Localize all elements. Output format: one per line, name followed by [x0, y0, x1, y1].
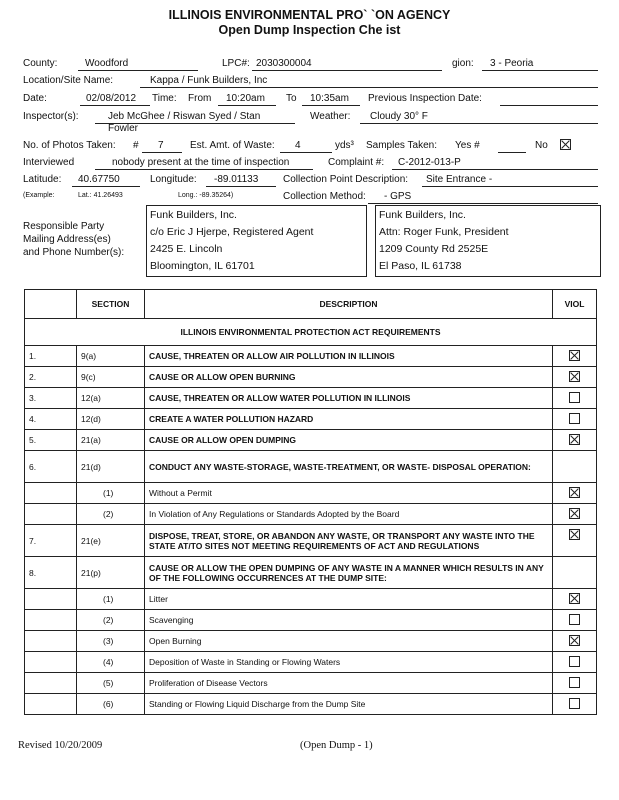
row-section: (4)	[77, 652, 145, 673]
responsible-label-3: and Phone Number(s):	[23, 247, 125, 258]
party1-line: Bloomington, IL 61701	[150, 260, 255, 272]
row-description: Standing or Flowing Liquid Discharge from the Dump Site	[145, 694, 553, 715]
waste-amount-label: Est. Amt. of Waste:	[190, 140, 275, 151]
waste-unit: yds³	[335, 140, 354, 151]
table-row	[25, 557, 597, 589]
row-number: 3.	[25, 388, 77, 409]
row-number: 2.	[25, 367, 77, 388]
violation-checkbox[interactable]	[569, 392, 580, 403]
violation-checkbox[interactable]	[569, 593, 580, 604]
row-number	[25, 673, 77, 694]
violation-checkbox[interactable]	[569, 371, 580, 382]
party2-line: El Paso, IL 61738	[379, 260, 462, 272]
party1-line: c/o Eric J Hjerpe, Registered Agent	[150, 226, 314, 238]
table-row	[25, 483, 597, 504]
responsible-label-2: Mailing Address(es)	[23, 234, 111, 245]
row-section: (5)	[77, 673, 145, 694]
row-section: 21(e)	[77, 525, 145, 557]
blank-header	[25, 290, 77, 319]
row-number: 8.	[25, 557, 77, 589]
viol-cell	[553, 525, 597, 557]
row-description: Without a Permit	[145, 483, 553, 504]
row-description: CAUSE, THREATEN OR ALLOW AIR POLLUTION IN ILLINOIS	[145, 346, 553, 367]
table-row	[25, 388, 597, 409]
example-longitude: Long.: -89.35264)	[178, 192, 234, 199]
location-value: Kappa / Funk Builders, Inc	[150, 75, 268, 86]
violation-checkbox[interactable]	[569, 413, 580, 424]
row-number	[25, 610, 77, 631]
table-row	[25, 610, 597, 631]
interviewed-value: nobody present at the time of inspection	[112, 157, 290, 168]
row-description: CREATE A WATER POLLUTION HAZARD	[145, 409, 553, 430]
row-section: (2)	[77, 610, 145, 631]
viol-cell	[553, 451, 597, 483]
table-row	[25, 451, 597, 483]
row-description: Deposition of Waste in Standing or Flowing Waters	[145, 652, 553, 673]
viol-cell	[553, 430, 597, 451]
section-header: SECTION	[77, 290, 145, 319]
description-header: DESCRIPTION	[145, 290, 553, 319]
row-number	[25, 504, 77, 525]
requirements-table	[24, 289, 597, 715]
viol-cell	[553, 409, 597, 430]
date-value: 02/08/2012	[86, 93, 137, 104]
party2-line: Funk Builders, Inc.	[379, 209, 466, 221]
row-section: (2)	[77, 504, 145, 525]
responsible-label-1: Responsible Party	[23, 221, 105, 232]
table-row	[25, 673, 597, 694]
row-description: Scavenging	[145, 610, 553, 631]
viol-cell	[553, 504, 597, 525]
table-row	[25, 430, 597, 451]
samples-label: Samples Taken:	[366, 140, 437, 151]
to-value: 10:35am	[310, 93, 349, 104]
row-number	[25, 483, 77, 504]
viol-cell	[553, 694, 597, 715]
row-description: CAUSE OR ALLOW OPEN BURNING	[145, 367, 553, 388]
viol-cell	[553, 673, 597, 694]
row-section: 21(p)	[77, 557, 145, 589]
row-number	[25, 694, 77, 715]
agency-title: ILLINOIS ENVIRONMENTAL PRO` `ON AGENCY	[168, 8, 451, 22]
collection-point-label: Collection Point Description:	[283, 174, 409, 185]
viol-cell	[553, 557, 597, 589]
interviewed-label: Interviewed	[23, 157, 75, 168]
party2-line: Attn: Roger Funk, President	[379, 226, 509, 238]
waste-amount-value: 4	[295, 140, 301, 151]
row-section: 12(a)	[77, 388, 145, 409]
row-section: 9(c)	[77, 367, 145, 388]
violation-checkbox[interactable]	[569, 698, 580, 709]
latitude-value: 40.67750	[78, 174, 120, 185]
row-description: DISPOSE, TREAT, STORE, OR ABANDON ANY WASTE, OR TRANSPORT ANY WASTE INTO THE STATE AT/TO SITES NOT MEETING REQUIREMENTS OF ACT AND REGULATIONS	[145, 525, 553, 557]
viol-cell	[553, 631, 597, 652]
row-number	[25, 631, 77, 652]
photos-hash: #	[133, 140, 139, 151]
table-header-row	[25, 290, 597, 319]
photos-label: No. of Photos Taken:	[23, 140, 116, 151]
table-row	[25, 589, 597, 610]
violation-checkbox[interactable]	[569, 614, 580, 625]
violation-checkbox[interactable]	[569, 529, 580, 540]
row-description: Litter	[145, 589, 553, 610]
party1-line: 2425 E. Lincoln	[150, 243, 223, 255]
prev-inspection-label: Previous Inspection Date:	[368, 93, 482, 104]
row-section: 9(a)	[77, 346, 145, 367]
inspectors-label: Inspector(s):	[23, 111, 79, 122]
act-heading: ILLINOIS ENVIRONMENTAL PROTECTION ACT REQUIREMENTS	[25, 319, 597, 346]
table-row	[25, 346, 597, 367]
row-description: Proliferation of Disease Vectors	[145, 673, 553, 694]
table-row	[25, 504, 597, 525]
row-number: 6.	[25, 451, 77, 483]
longitude-label: Longitude:	[150, 174, 197, 185]
longitude-value: -89.01133	[214, 174, 259, 185]
violation-checkbox[interactable]	[569, 508, 580, 519]
weather-label: Weather:	[310, 111, 351, 122]
table-row	[25, 525, 597, 557]
time-label: Time:	[152, 93, 177, 104]
complaint-label: Complaint #:	[328, 157, 385, 168]
complaint-value: C-2012-013-P	[398, 157, 461, 168]
date-label: Date:	[23, 93, 47, 104]
act-heading-row	[25, 319, 597, 346]
viol-header: VIOL	[553, 290, 597, 319]
collection-point-value: Site Entrance -	[426, 174, 493, 185]
viol-cell	[553, 367, 597, 388]
row-description: CAUSE, THREATEN OR ALLOW WATER POLLUTION IN ILLINOIS	[145, 388, 553, 409]
party1-line: Funk Builders, Inc.	[150, 209, 237, 221]
weather-value: Cloudy 30° F	[370, 111, 428, 122]
viol-cell	[553, 610, 597, 631]
samples-no-checkbox[interactable]	[560, 139, 571, 150]
county-value: Woodford	[85, 58, 129, 69]
viol-cell	[553, 388, 597, 409]
viol-cell	[553, 652, 597, 673]
row-number	[25, 652, 77, 673]
violation-checkbox[interactable]	[569, 635, 580, 646]
row-section: (1)	[77, 483, 145, 504]
party2-line: 1209 County Rd 2525E	[379, 243, 489, 255]
table-row	[25, 631, 597, 652]
table-row	[25, 652, 597, 673]
photos-value: 7	[158, 140, 164, 151]
viol-cell	[553, 589, 597, 610]
table-row	[25, 409, 597, 430]
responsible-party-2	[375, 205, 601, 277]
county-label: County:	[23, 58, 58, 69]
from-value: 10:20am	[226, 93, 265, 104]
row-description: In Violation of Any Regulations or Standards Adopted by the Board	[145, 504, 553, 525]
to-label: To	[286, 93, 297, 104]
region-value: 3 - Peoria	[490, 58, 534, 69]
collection-method-value: - GPS	[384, 191, 412, 202]
table-row	[25, 694, 597, 715]
table-row	[25, 367, 597, 388]
violation-checkbox[interactable]	[569, 656, 580, 667]
viol-cell	[553, 483, 597, 504]
row-description: Open Burning	[145, 631, 553, 652]
example-label: (Example:	[23, 192, 55, 199]
from-label: From	[188, 93, 212, 104]
row-description: CONDUCT ANY WASTE-STORAGE, WASTE-TREATMENT, OR WASTE- DISPOSAL OPERATION:	[145, 451, 553, 483]
violation-checkbox[interactable]	[569, 677, 580, 688]
row-section: (1)	[77, 589, 145, 610]
violation-checkbox[interactable]	[569, 350, 580, 361]
row-section: 21(a)	[77, 430, 145, 451]
row-number: 7.	[25, 525, 77, 557]
row-number: 5.	[25, 430, 77, 451]
samples-yes: Yes #	[455, 140, 480, 151]
row-description: CAUSE OR ALLOW THE OPEN DUMPING OF ANY WASTE IN A MANNER WHICH RESULTS IN ANY OF THE FOLLOWING OCCURRENCES AT THE DUMP SITE:	[145, 557, 553, 589]
responsible-party-1	[146, 205, 367, 277]
collection-method-label: Collection Method:	[283, 191, 366, 202]
revised-date: Revised 10/20/2009	[18, 740, 103, 751]
location-label: Location/Site Name:	[23, 75, 114, 86]
inspectors-value: Jeb McGhee / Riswan Syed / Stan	[108, 111, 261, 122]
viol-cell	[553, 346, 597, 367]
inspectors-value-2: Fowler	[108, 123, 139, 134]
samples-no: No	[535, 140, 548, 151]
row-section: (6)	[77, 694, 145, 715]
row-number	[25, 589, 77, 610]
region-label: gion:	[452, 58, 474, 69]
page-number: (Open Dump - 1)	[300, 740, 373, 751]
example-latitude: Lat.: 41.26493	[78, 192, 123, 199]
violation-checkbox[interactable]	[569, 487, 580, 498]
row-number: 1.	[25, 346, 77, 367]
row-section: 21(d)	[77, 451, 145, 483]
row-description: CAUSE OR ALLOW OPEN DUMPING	[145, 430, 553, 451]
row-number: 4.	[25, 409, 77, 430]
row-section: (3)	[77, 631, 145, 652]
violation-checkbox[interactable]	[569, 434, 580, 445]
form-title: Open Dump Inspection Che ist	[218, 23, 401, 37]
lpc-value: 2030300004	[256, 58, 312, 69]
lpc-label: LPC#:	[222, 58, 250, 69]
latitude-label: Latitude:	[23, 174, 62, 185]
row-section: 12(d)	[77, 409, 145, 430]
